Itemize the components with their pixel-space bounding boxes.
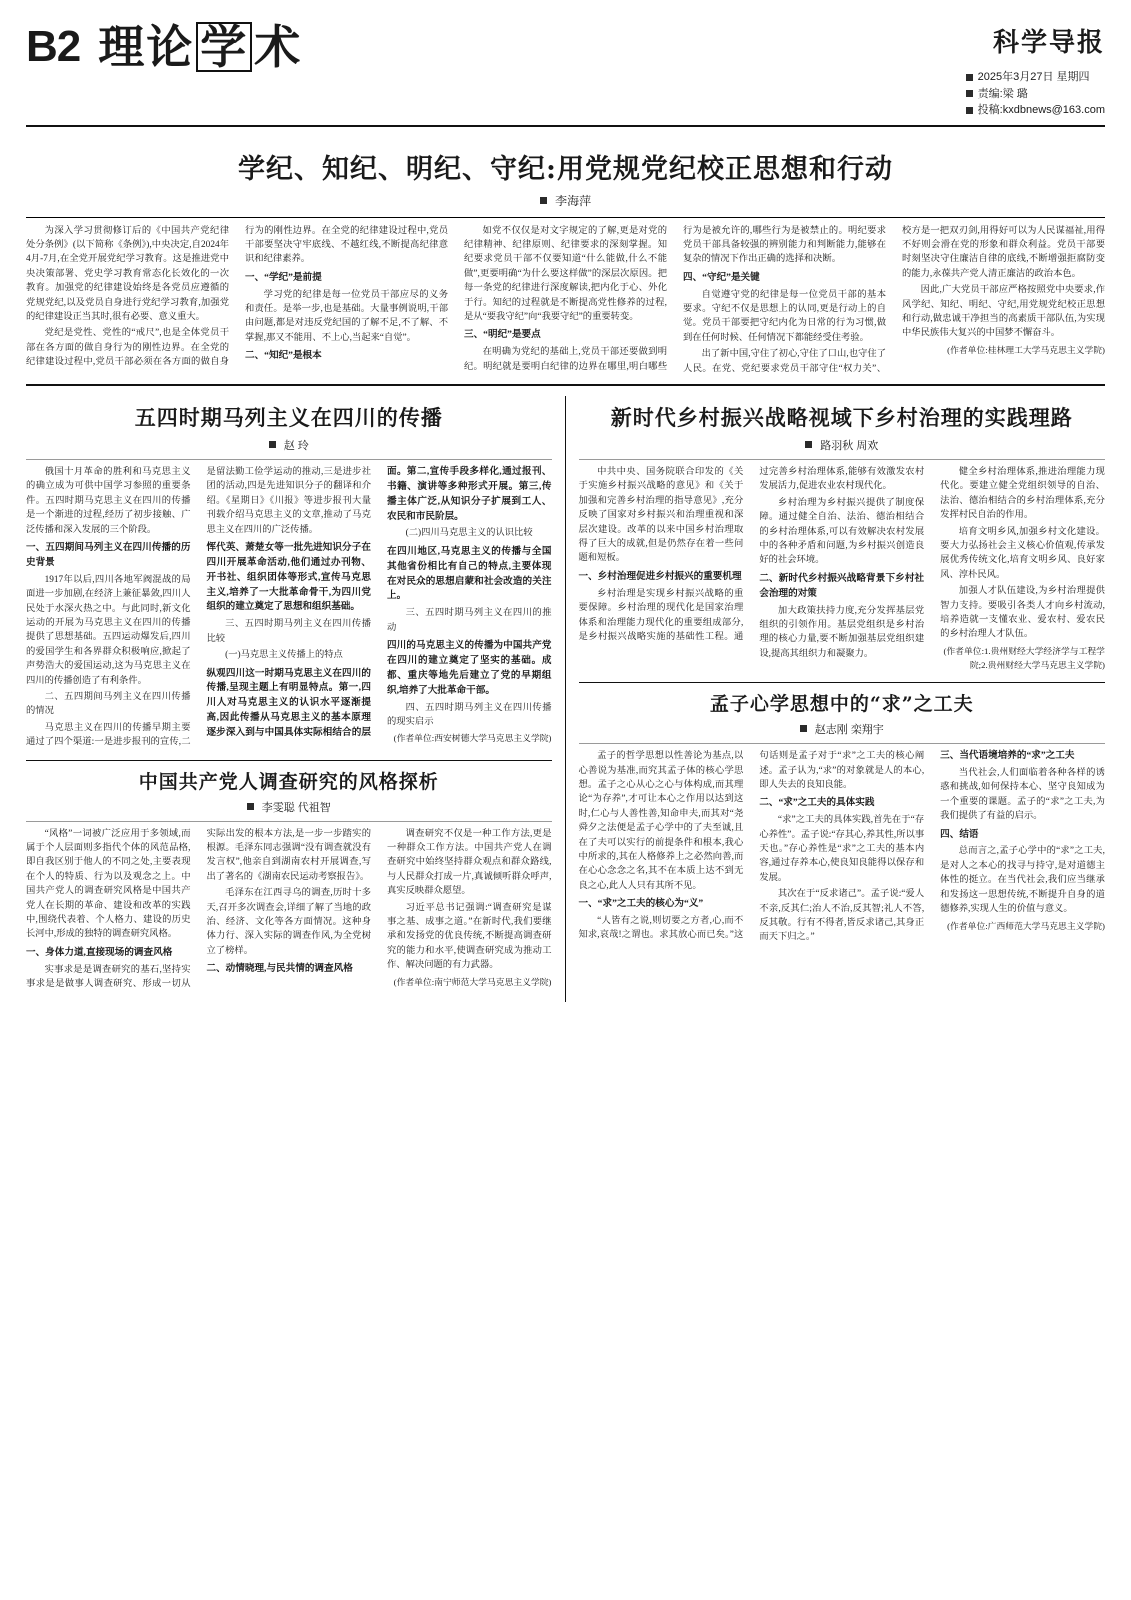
subheading: 二、动情晓理,与民共情的调查风格: [206, 963, 353, 975]
article-signature: (作者单位:南宁师范大学马克思主义学院): [393, 976, 552, 987]
subheading: 三、“明纪”是要点: [464, 329, 541, 341]
paragraph: 中共中央、国务院联合印发的《关于实施乡村振兴战略的意见》和《关于加强和完善乡村治理的指导意见》,充分反映了国家对乡村振兴和治理重视和深层次建设。改革的以来中国乡村治理取得了巨大的成就,但是仍然存在着一些问题和短板。: [578, 467, 744, 564]
paragraph: 当代社会,人们面临着各种各样的诱惑和挑战,如何保持本心、坚守良知成为一个重要的课题。孟子的“求”之工夫,为我们提供了有益的启示。: [940, 768, 1105, 822]
section-char-1: 论: [146, 20, 195, 74]
paragraph: “求”之工夫的具体实践,首先在于“存心养性”。孟子说:“存其心,养其性,所以事天也。”存心养性是“求”之工夫的基本内容,通过存养本心,使良知良能得以保存和发展。: [759, 815, 925, 883]
masthead-date-row: [966, 69, 1105, 86]
lead-signature: (作者单位:桂林理工大学马克思主义学院): [947, 344, 1105, 355]
article-title: 五四时期马列主义在四川的传播: [134, 405, 443, 431]
square-bullet-icon: [269, 441, 276, 448]
subheading: 四川的马克思主义的传播为中国共产党在四川的建立奠定了坚实的基础。成都、重庆等地先后建立了党的早期组织,培养了大批革命干部。: [387, 640, 552, 696]
paragraph: 因此,广大党员干部应严格按照党中央要求,作风学纪、知纪、明纪、守纪,用党规党纪校正思想和行动,做忠诚干净担当的高素质干部队伍,为实现中华民族伟大复兴的中国梦不懈奋斗。: [902, 285, 1105, 339]
paragraph: 其次在于“反求诸己”。孟子说:“爱人不亲,反其仁;治人不治,反其智;礼人不答,反其敬。行有不得者,皆反求诸己,其身正而天下归之。”: [759, 889, 925, 943]
lower-left-column: [26, 396, 566, 1002]
article-author: 赵 玲: [283, 440, 309, 453]
section-char-3: 术: [254, 20, 303, 74]
lead-author: 李海萍: [555, 193, 592, 208]
article-mengzi: [579, 689, 1106, 945]
subheading: 三、当代语境培养的“求”之工夫: [940, 750, 1075, 762]
square-bullet-icon: [966, 90, 973, 97]
section-title: [98, 22, 302, 72]
article-author: 路羽秋 周欢: [820, 440, 879, 453]
article-byline: [579, 721, 1106, 737]
divider: [579, 682, 1106, 683]
paragraph: 乡村治理是实现乡村振兴战略的重要保障。乡村治理的现代化是国家治理体系和治理能力现代化的重要组成部分,是乡村振兴战略实施的基础性工程。通过完善乡村治理体系,能够有效激发农村发展活力,促进农业农村现代化。: [578, 467, 925, 642]
subheading: 一、五四期间马列主义在四川传播的历史背景: [26, 542, 191, 568]
paragraph: 孟子的哲学思想以性善论为基点,以心善说为基准,而究其孟子体的核心学思想。孟子之心从心之心与体构成,而其理论“为存养”,才可让本心之作用以达到这时,仁心与人善性善,知命申夫,而其对“尧舜夕之法便是孟子心学中的了夫至诚,且在了夫可以实行的前提条件和根本,我心中所求的,其在人格修养上之必然向善,而在心心念念之名,其不在本质上达不到无良之心,此人人只有其所不见。: [578, 751, 744, 891]
divider: [26, 459, 552, 460]
article-author: 李雯聪 代祖智: [261, 801, 331, 814]
lower-right-column: [566, 396, 1106, 1002]
article-xiangcun: [579, 402, 1106, 672]
subheading: 一、乡村治理促进乡村振兴的重要机理: [578, 570, 742, 582]
paragraph: 学习党的纪律是每一位党员干部应尽的义务和责任。是举一步,也是基础。大量事例说明,干部由问题,都是对违反党纪国的了解不足,不了解、不掌握,那又不能用、不上心,当起来“自觉”。: [245, 289, 448, 343]
article-title: 新时代乡村振兴战略视域下乡村治理的实践理路: [610, 405, 1073, 431]
paragraph: 三、五四时期马列主义在四川传播比较: [206, 619, 371, 644]
square-bullet-icon: [805, 441, 812, 448]
paragraph: 习近平总书记强调:“调查研究是谋事之基、成事之道。”在新时代,我们要继承和发扬党的优良传统,不断提高调查研究的能力和水平,使调查研究成为推动工作、解决问题的有力武器。: [387, 902, 552, 971]
subheading: 纵观四川这一时期马克思主义在四川的传播,呈现主题上有明显特点。第一,四川人对马克思主义的认识水平逐渐提高,因此传播从马克思主义的基本原理逐步深入到与中国具体实际相结合的层面。第二,宣传手段多样化,通过报刊、书籍、演讲等多种形式开展。第三,传播主体广泛,从知识分子扩展到工人、农民和市民阶层。: [206, 466, 552, 738]
paragraph: 加大政策扶持力度,充分发挥基层党组织的引领作用。基层党组织是乡村治理的核心力量,要不断加强基层党组织建设,提高其组织力和凝聚力。: [759, 605, 925, 659]
masthead-editor-row: [966, 86, 1105, 103]
masthead: [26, 22, 1105, 127]
article-author: 赵志刚 栾翔宇: [814, 724, 884, 737]
lead-byline: [26, 192, 1105, 209]
divider: [26, 217, 1105, 218]
paragraph: 自觉遵守党的纪律是每一位党员干部的基本要求。守纪不仅是思想上的认同,更是行动上的自觉。党员干部要把守纪内化为日常的行为习惯,做到在任何时候、任何情况下都能经受住考验。: [683, 289, 886, 343]
submission-email: 投稿:kxdbnews@163.com: [977, 104, 1105, 116]
lead-article: [26, 127, 1105, 377]
subheading: 二、新时代乡村振兴战略背景下乡村社会治理的对策: [759, 572, 925, 599]
section-divider: [26, 384, 1105, 386]
paragraph: (二)四川马克思主义的认识比较: [405, 528, 533, 539]
masthead-right: [966, 22, 1105, 119]
paragraph: 调查研究不仅是一种工作方法,更是一种群众工作方法。中国共产党人在调查研究中始终坚持群众观点和群众路线,与人民群众打成一片,真诚倾听群众呼声,真实反映群众愿望。: [387, 828, 552, 897]
article-body: [26, 465, 552, 750]
publication-date: 2025年3月27日 星期四: [977, 71, 1090, 83]
article-byline: [26, 799, 552, 815]
subheading: 四、结语: [940, 828, 979, 840]
article-body: [579, 749, 1106, 945]
divider: [579, 743, 1106, 744]
paragraph: 在明确为党纪的基础上,党员干部还要做到明纪。明纪就是要明白纪律的边界在哪里,明白哪些行为是被允许的,哪些行为是被禁止的。明纪要求党员干部具备较强的辨别能力和判断能力,能够在复杂的情况下作出正确的选择和决断。: [464, 225, 886, 372]
paragraph: 马克思主义在四川的传播早期主要通过了四个渠道:一是进步报刊的宣传,二是留法勤工俭学运动的推动,三是进步社团的活动,四是先进知识分子的翻译和介绍。《星期日》《川报》等进步报刊大量刊载介绍马克思主义的文章,推动了马克思主义在四川的广泛传播。: [26, 467, 371, 748]
section-char-2: 学: [196, 22, 252, 72]
square-bullet-icon: [540, 197, 547, 204]
paper-name: 科学导报: [992, 28, 1105, 58]
subheading: 四、“守纪”是关键: [683, 271, 760, 283]
paragraph: 加强人才队伍建设,为乡村治理提供智力支持。要吸引各类人才向乡村流动,培养造就一支懂农业、爱农村、爱农民的乡村治理人才队伍。: [940, 586, 1105, 640]
article-title: 中国共产党人调查研究的风格探析: [138, 770, 439, 793]
divider: [579, 459, 1106, 460]
article-body: [579, 465, 1106, 672]
section-char-0: 理: [98, 20, 147, 74]
square-bullet-icon: [247, 803, 254, 810]
article-signature: (作者单位:1.贵州财经大学经济学与工程学院;2.贵州财经大学马克思主义学院): [943, 645, 1105, 670]
article-signature: (作者单位:广西师范大学马克思主义学院): [947, 920, 1105, 931]
square-bullet-icon: [800, 725, 807, 732]
masthead-submission-row: [966, 102, 1105, 119]
paragraph: “风格”一词被广泛应用于多领域,而属于个人层面则多指代个体的风范品格,即自我区别于他人的不同之处,主要表现在个人的特质、行为以及观念之上。中国共产党人的调查研究风格是中国共产党人在长期的革命、建设和改革的实践中,围绕代表着、个人格力、建设的历史长河中,形成的独特的调查研究风格。: [26, 828, 191, 940]
paragraph: 四、五四时期马列主义在四川传播的现实启示: [387, 702, 552, 727]
square-bullet-icon: [966, 74, 973, 81]
article-signature: (作者单位:西安树德大学马克思主义学院): [393, 733, 552, 744]
lead-body: [26, 224, 1105, 377]
paragraph: 1917年以后,四川各地军阀混战的局面进一步加剧,在经济上兼征暴敛,四川人民处于水深火热之中。与此同时,新文化运动的开展为马克思主义在四川的传播提供了思想基础。五四运动爆发后,四川的爱国学生和各界群众积极响应,掀起了声势浩大的爱国运动,这为马克思主义在四川的传播创造了有利条件。: [26, 574, 191, 686]
divider: [26, 760, 552, 761]
paragraph: 实事求是是调查研究的基石,坚持实事求是是做事人调查研究、形成一切从实际出发的根本方法,是一步一步踏实的根源。毛泽东同志强调“没有调查就没有发言权”,他亲自到湖南农村开展调查,写出了著名的《湖南农民运动考察报告》。: [26, 828, 371, 990]
article-title: 孟子心学思想中的“求”之工夫: [709, 693, 974, 716]
paragraph: 乡村治理为乡村振兴提供了制度保障。通过健全自治、法治、德治相结合的乡村治理体系,可以有效解决农村发展中的各种矛盾和问题,为乡村振兴创造良好的社会环境。: [759, 497, 925, 566]
paragraph: “人皆有之说,则切要之方者,心,而不知求,哀哉!之谓也。求其放心而已矣。”这句话则是孟子对于“求”之工夫的核心阐述。孟子认为,“求”的对象就是人的本心,即人失去的良知良能。: [578, 751, 925, 941]
paragraph: 党纪是党性、党性的“戒尺”,也是全体党员干部在各方面的做自身行为的刚性边界。在全党的纪律建设过程中,党员干部必须在各方面的做自身行为的刚性边界。在全党的纪律建设过程中,党员干部要坚决守牢底线、不越红线,不断提高纪律意识和纪律素养。: [26, 225, 448, 368]
lead-title: 学纪、知纪、明纪、守纪:用党规党纪校正思想和行动: [238, 153, 893, 185]
divider: [26, 821, 552, 822]
article-diaocha: [26, 767, 552, 992]
article-body: [26, 827, 552, 992]
paragraph: 为深入学习贯彻修订后的《中国共产党纪律处分条例》(以下简称《条例》),中央决定,自2024年4月-7月,在全党开展党纪学习教育。这是推进党中央决策部署、党史学习教育常态化长效化的一次教育。加强党的纪律建设始终是各党员应遵循的党规党纪,以及党员自身进行党纪学习教育,加强党的纪律建设正当其时,很有必要、意义重大。: [26, 225, 229, 322]
article-wusi: [26, 402, 552, 750]
paragraph: 如党不仅仅是对文字规定的了解,更是对党的纪律精神、纪律原则、纪律要求的深刻掌握。知纪要求党员干部不仅要知道“什么能做,什么不能做”,更要明确“为什么要这样做”的深层次原因。把每一条党的纪律进行深度解读,把内化于心、外化于行。知纪的过程就是不断提高党性修养的过程,是从“要我守纪”向“我要守纪”的重要转变。: [464, 225, 667, 322]
page-number: B2: [26, 22, 81, 71]
paragraph: (一)马克思主义传播上的特点: [225, 650, 343, 661]
paragraph: 俄国十月革命的胜利和马克思主义的确立成为可供中国学习参照的重要条件。五四时期马克思主义在四川的传播是一个渐进的过程,经历了初步接触、广泛传播和深入发展的三个阶段。: [26, 467, 191, 535]
square-bullet-icon: [966, 107, 973, 114]
paragraph: 二、五四期间马列主义在四川传播的情况: [26, 692, 191, 717]
masthead-left: [26, 22, 302, 72]
paragraph: 三、五四时期马列主义在四川的推动: [387, 608, 552, 633]
paragraph: 毛泽东在江西寻乌的调查,历时十多天,召开多次调查会,详细了解了当地的政治、经济、文化等各方面情况。这种身体力行、深入实际的调查作风,为全党树立了榜样。: [206, 888, 371, 956]
paragraph: 培育文明乡风,加强乡村文化建设。要大力弘扬社会主义核心价值观,传承发展优秀传统文化,培育文明乡风、良好家风、淳朴民风。: [940, 526, 1105, 580]
paragraph: 总而言之,孟子心学中的“求”之工夫,是对人之本心的找寻与持守,是对道德主体性的挺立。在当代社会,我们应当继承和发扬这一思想传统,不断提升自身的道德修养,实现人生的价值与意义。: [940, 846, 1105, 915]
subheading: 一、“学纪”是前提: [245, 271, 322, 283]
paragraph: 出了新中国,守住了初心,守住了口山,也守住了人民。在党、党纪要求党员干部守住“权力关”、校方是一把双刃剑,用得好可以为人民谋福祉,用得不好则会滑在党的形象和群众利益。党员干部要时刻坚决守住廉洁自律的底线,不断增强拒腐防变的能力,永葆共产党人清正廉洁的政治本色。: [683, 225, 1105, 374]
subheading: 一、“求”之工夫的核心为“义”: [578, 898, 704, 910]
subheading: 恽代英、萧楚女等一批先进知识分子在四川开展革命活动,他们通过办刊物、开书社、组织团体等形式,宣传马克思主义,培养了一大批革命骨干,为四川党组织的建立奠定了思想和组织基础。: [206, 542, 371, 613]
subheading: 二、“知纪”是根本: [245, 350, 322, 362]
subheading: 二、“求”之工夫的具体实践: [759, 797, 875, 809]
article-byline: [26, 437, 552, 453]
article-byline: [579, 437, 1106, 453]
lower-grid: [26, 396, 1105, 1002]
paragraph: 健全乡村治理体系,推进治理能力现代化。要建立健全党组织领导的自治、法治、德治相结合的乡村治理体系,充分发挥村民自治的作用。: [940, 467, 1105, 521]
subheading: 在四川地区,马克思主义的传播与全国其他省份相比有自己的特点,主要体现在对民众的思想启蒙和社会改造的关注上。: [387, 545, 552, 602]
editor-label: 责编:梁 璐: [977, 87, 1028, 100]
subheading: 一、身体力道,直接现场的调查风格: [26, 946, 173, 958]
